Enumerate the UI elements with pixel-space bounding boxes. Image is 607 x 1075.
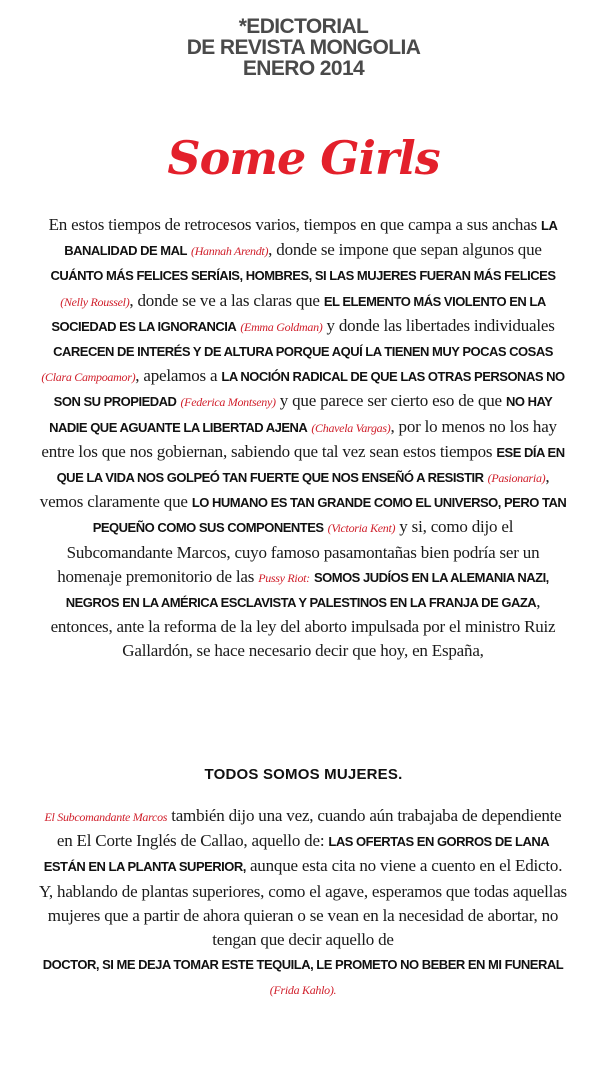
quote-author: (Hannah Arendt) [191,244,269,259]
body-text-segment: , por lo menos no los hay entre los que nos gobiernan, sabiendo que tal vez sean estos tiempos [41,416,557,461]
body-text-segment: , vemos claramente que [39,467,550,512]
slogan: TODOS SOMOS MUJERES. [204,766,403,783]
quote: CARECEN DE INTERÉS Y DE ALTURA PORQUE AQUÍ LA TIENEN MUY POCAS COSAS [53,344,553,360]
body-text-segment: Y, hablando de plantas superiores, como el agave, esperamos que todas aquellas mujeres que a partir de ahora quieran o se vean en la necesidad de abortar, no tengan que decir aquello de [39,881,567,950]
quote-author: (Chavela Vargas) [311,420,391,435]
quote: LA BANALIDAD DE MAL [64,218,558,259]
header-line-2: DE REVISTA MONGOLIA [186,36,421,59]
body-text-segment: y donde las libertades individuales [322,315,555,335]
body-text-segment: aunque esta cita no viene a cuento en el Edicto. [245,856,563,876]
quote-author: (Emma Goldman) [240,319,323,334]
body-text-segment: y si, como dijo el Subcomandante Marcos, cuyo famoso pasamontañas bien podría ser un homenaje premonitorio de las [57,517,540,586]
quote: LA NOCIÓN RADICAL DE QUE LAS OTRAS PERSONAS NO SON SU PROPIEDAD [53,369,565,410]
header-line-1: *EDICTORIAL [238,15,369,38]
closing-paragraph [38,804,568,1003]
quote-author: El Subcomandante Marcos [44,810,168,824]
quote-author: (Federica Montseny) [180,395,276,410]
quote: LO HUMANO ES TAN GRANDE COMO EL UNIVERSO, PERO TAN PEQUEÑO COMO SUS COMPONENTES [92,495,567,536]
body-text-segment: , apelamos a [135,366,222,386]
body-text-segment: , donde se ve a las claras que [129,290,324,310]
article-title: Some Girls [167,131,440,185]
quote: DOCTOR, SI ME DEJA TOMAR ESTE TEQUILA, LE PROMETO NO BEBER EN MI FUNERAL [42,957,564,973]
body-text-segment: , donde se impone que sepan algunos que [268,240,542,260]
body-text-segment: En estos tiempos de retrocesos varios, tiempos en que campa a sus anchas [48,215,542,234]
quote-author: (Clara Campoamor) [41,370,136,385]
quote: EL ELEMENTO MÁS VIOLENTO EN LA SOCIEDAD ES LA IGNORANCIA [51,293,546,334]
quote-author: Pussy Riot: [258,570,310,585]
body-text-segment: también dijo una vez, cuando aún trabajaba de dependiente en El Corte Inglés de Callao, aquello de: [56,806,562,851]
body-text-segment: , entonces, ante la reforma de la ley del aborto impulsada por el ministro Ruiz Gallardón, se hace necesario decir que hoy, en España, [50,592,556,661]
body-text-segment: y que parece ser cierto eso de que [275,391,506,411]
header-line-3: ENERO 2014 [242,57,365,80]
quote-author: (Pasionaria) [487,471,546,486]
quote-author: (Nelly Roussel) [60,294,130,309]
main-paragraph [38,213,568,664]
quote-author: (Victoria Kent) [327,521,396,536]
quote: ESE DÍA EN QUE LA VIDA NOS GOLPEÓ TAN FUERTE QUE NOS ENSEÑÓ A RESISTIR [56,444,565,486]
editorial-header [0,16,607,79]
quote: NO HAY NADIE QUE AGUANTE LA LIBERTAD AJENA [49,394,553,435]
quote-author: (Frida Kahlo). [269,983,337,998]
quote: CUÁNTO MÁS FELICES SERÍAIS, HOMBRES, SI LAS MUJERES FUERAN MÁS FELICES [50,268,556,284]
quote: SOMOS JUDÍOS EN LA ALEMANIA NAZI, NEGROS EN LA AMÉRICA ESCLAVISTA Y PALESTINOS EN LA FRANJA DE GAZA [65,569,549,611]
quote: LAS OFERTAS EN GORROS DE LANA ESTÁN EN LA PLANTA SUPERIOR, [43,834,550,875]
